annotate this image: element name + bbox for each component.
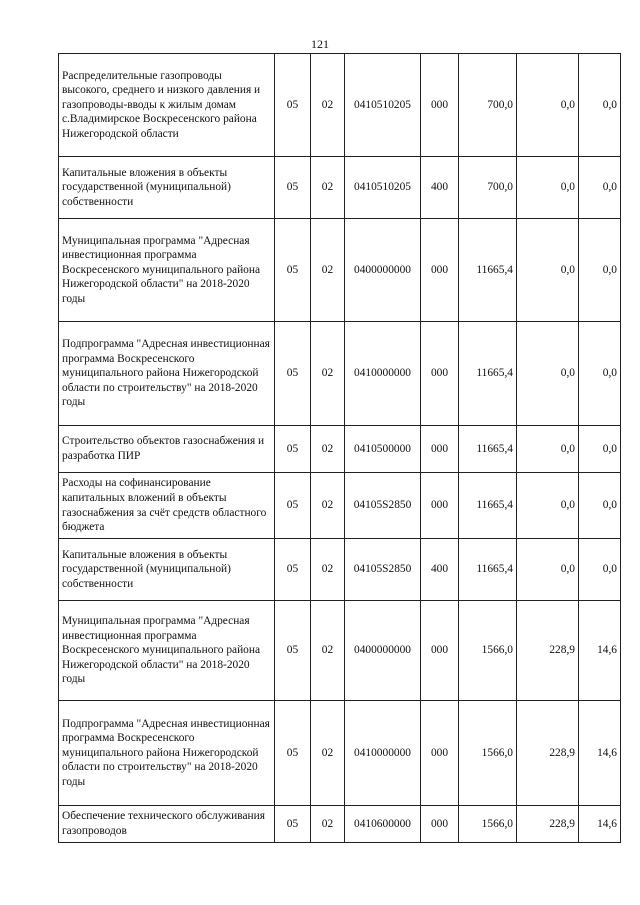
subsection-code: 02 xyxy=(311,219,345,322)
amount-3: 0,0 xyxy=(579,426,621,473)
section-code: 05 xyxy=(275,157,311,219)
table-row xyxy=(59,539,621,601)
expense-type-code: 400 xyxy=(421,539,459,601)
amount-2: 0,0 xyxy=(517,157,579,219)
subsection-code: 02 xyxy=(311,54,345,157)
subsection-code: 02 xyxy=(311,701,345,806)
amount-1: 11665,4 xyxy=(459,539,517,601)
page-number: 121 xyxy=(311,37,329,51)
section-code: 05 xyxy=(275,701,311,806)
amount-3: 0,0 xyxy=(579,157,621,219)
expense-type-code: 000 xyxy=(421,322,459,426)
table-row xyxy=(59,157,621,219)
amount-2: 0,0 xyxy=(517,219,579,322)
amount-1: 1566,0 xyxy=(459,701,517,806)
expense-type-code: 000 xyxy=(421,701,459,806)
budget-table xyxy=(58,53,621,843)
target-article-code: 0410000000 xyxy=(345,701,421,806)
row-name: Муниципальная программа "Адресная инвестиционная программа Воскресенского муниципального района Нижегородской области" на 2018-2020 годы xyxy=(59,219,275,322)
subsection-code: 02 xyxy=(311,426,345,473)
row-name: Распределительные газопроводы высокого, среднего и низкого давления и газопроводы-вводы к жилым домам с.Владимирское Воскресенского района Нижегородской области xyxy=(59,54,275,157)
section-code: 05 xyxy=(275,219,311,322)
target-article-code: 0400000000 xyxy=(345,219,421,322)
section-code: 05 xyxy=(275,539,311,601)
amount-1: 11665,4 xyxy=(459,473,517,539)
target-article-code: 0410500000 xyxy=(345,426,421,473)
expense-type-code: 000 xyxy=(421,219,459,322)
expense-type-code: 000 xyxy=(421,806,459,843)
table-row xyxy=(59,806,621,843)
amount-2: 0,0 xyxy=(517,473,579,539)
amount-3: 14,6 xyxy=(579,806,621,843)
target-article-code: 0410510205 xyxy=(345,157,421,219)
amount-1: 700,0 xyxy=(459,54,517,157)
amount-3: 14,6 xyxy=(579,601,621,701)
subsection-code: 02 xyxy=(311,157,345,219)
row-name: Расходы на софинансирование капитальных вложений в объекты газоснабжения за счёт средств областного бюджета xyxy=(59,473,275,539)
row-name: Подпрограмма "Адресная инвестиционная программа Воскресенского муниципального района Нижегородской области по строительству" на 2018-2020 годы xyxy=(59,322,275,426)
amount-1: 1566,0 xyxy=(459,601,517,701)
section-code: 05 xyxy=(275,473,311,539)
amount-2: 228,9 xyxy=(517,806,579,843)
amount-3: 0,0 xyxy=(579,322,621,426)
amount-1: 11665,4 xyxy=(459,322,517,426)
row-name: Капитальные вложения в объекты государственной (муниципальной) собственности xyxy=(59,539,275,601)
section-code: 05 xyxy=(275,322,311,426)
table-row xyxy=(59,701,621,806)
amount-1: 700,0 xyxy=(459,157,517,219)
target-article-code: 0410510205 xyxy=(345,54,421,157)
target-article-code: 0400000000 xyxy=(345,601,421,701)
section-code: 05 xyxy=(275,426,311,473)
section-code: 05 xyxy=(275,54,311,157)
expense-type-code: 000 xyxy=(421,473,459,539)
amount-2: 228,9 xyxy=(517,601,579,701)
amount-3: 14,6 xyxy=(579,701,621,806)
expense-type-code: 400 xyxy=(421,157,459,219)
subsection-code: 02 xyxy=(311,322,345,426)
row-name: Обеспечение технического обслуживания газопроводов xyxy=(59,806,275,843)
target-article-code: 04105S2850 xyxy=(345,539,421,601)
subsection-code: 02 xyxy=(311,806,345,843)
target-article-code: 0410000000 xyxy=(345,322,421,426)
amount-2: 0,0 xyxy=(517,54,579,157)
table-row xyxy=(59,322,621,426)
table-row xyxy=(59,219,621,322)
row-name: Капитальные вложения в объекты государственной (муниципальной) собственности xyxy=(59,157,275,219)
table-row xyxy=(59,54,621,157)
expense-type-code: 000 xyxy=(421,601,459,701)
table-row xyxy=(59,473,621,539)
row-name: Муниципальная программа "Адресная инвестиционная программа Воскресенского муниципального района Нижегородской области" на 2018-2020 годы xyxy=(59,601,275,701)
subsection-code: 02 xyxy=(311,539,345,601)
amount-1: 11665,4 xyxy=(459,426,517,473)
amount-3: 0,0 xyxy=(579,219,621,322)
row-name: Строительство объектов газоснабжения и разработка ПИР xyxy=(59,426,275,473)
amount-1: 11665,4 xyxy=(459,219,517,322)
subsection-code: 02 xyxy=(311,473,345,539)
target-article-code: 04105S2850 xyxy=(345,473,421,539)
amount-2: 228,9 xyxy=(517,701,579,806)
amount-2: 0,0 xyxy=(517,322,579,426)
amount-3: 0,0 xyxy=(579,473,621,539)
expense-type-code: 000 xyxy=(421,54,459,157)
amount-1: 1566,0 xyxy=(459,806,517,843)
amount-3: 0,0 xyxy=(579,539,621,601)
amount-2: 0,0 xyxy=(517,426,579,473)
table-row xyxy=(59,426,621,473)
row-name: Подпрограмма "Адресная инвестиционная программа Воскресенского муниципального района Нижегородской области по строительству" на 2018-2020 годы xyxy=(59,701,275,806)
amount-3: 0,0 xyxy=(579,54,621,157)
target-article-code: 0410600000 xyxy=(345,806,421,843)
section-code: 05 xyxy=(275,601,311,701)
table-row xyxy=(59,601,621,701)
section-code: 05 xyxy=(275,806,311,843)
subsection-code: 02 xyxy=(311,601,345,701)
expense-type-code: 000 xyxy=(421,426,459,473)
amount-2: 0,0 xyxy=(517,539,579,601)
